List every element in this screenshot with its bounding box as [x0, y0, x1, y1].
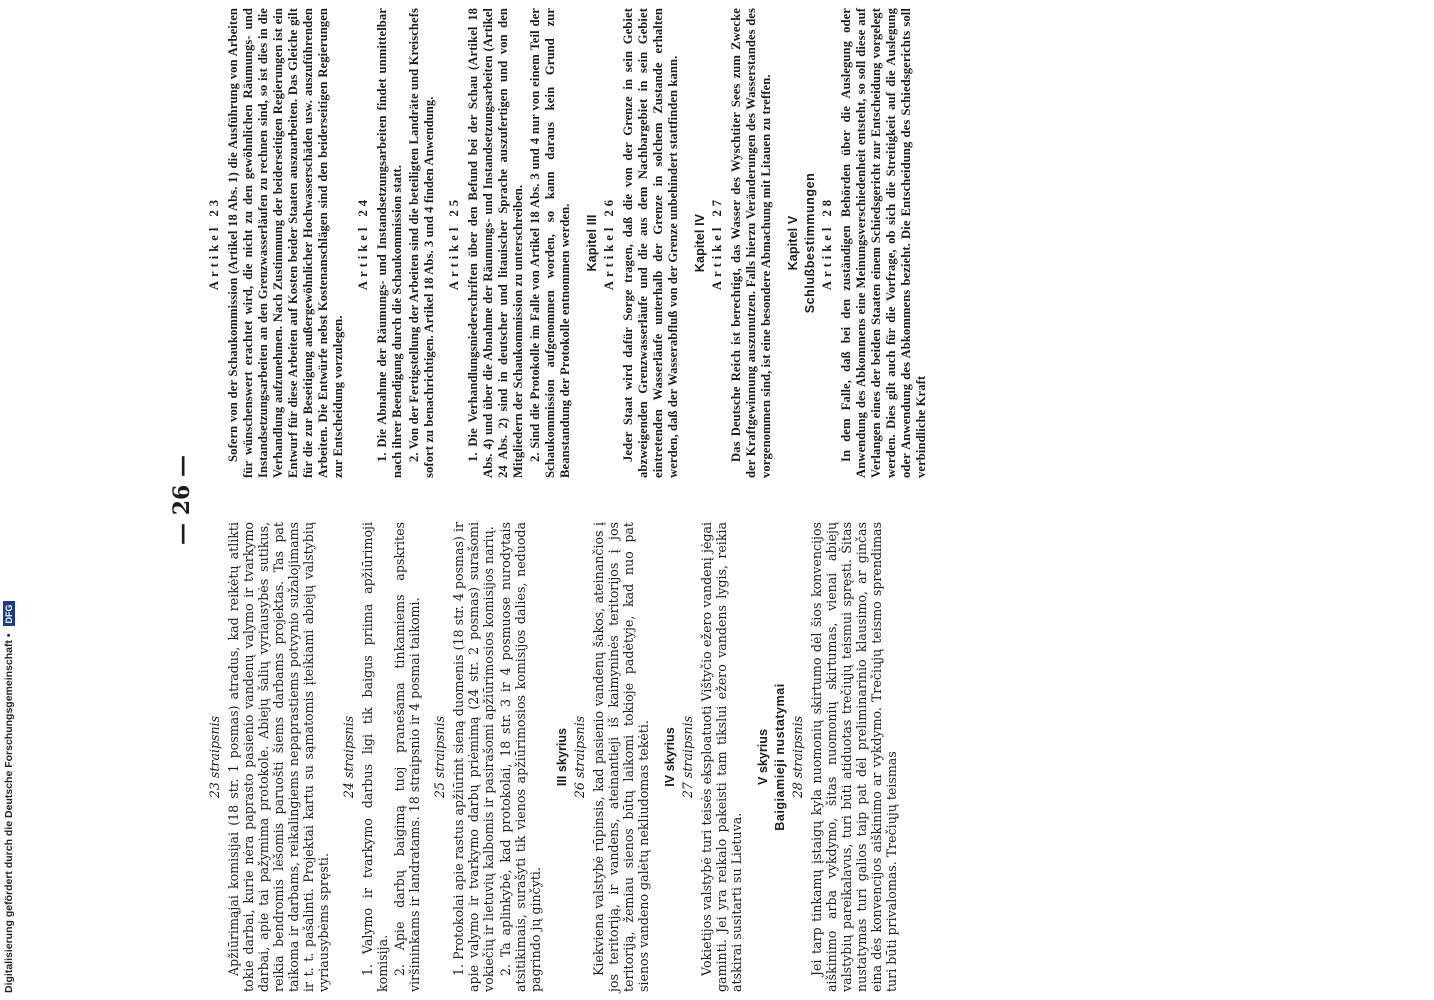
article-25-title-de: Artikel 25 [447, 195, 461, 291]
german-column [197, 8, 931, 478]
footer-credit-text: Digitalisierung gefördert durch die Deutsche Forschungsgemeinschaft • [3, 633, 15, 993]
article-28-title-lt: 28 straipsnis [790, 715, 805, 799]
page-number: — 26 — [169, 455, 195, 545]
article-27-text-lt: Vokietijos valstybė turi teisės eksploatuoti Vištyčio ežero vandenį jėgai gaminti. Jei yra reikalo pakeisti tam tikslui ežero vandens lygis, reikia atskirai susitarti su Lietuva. [699, 522, 744, 992]
chapter-5-title-lt: V skyrius [756, 729, 770, 786]
chapter-3-title-de: Kapitel III [585, 214, 599, 272]
article-24-para-1-lt: 1. Valymo ir tvarkymo darbus ligi tik baigus priima apžiūrimoji komisija. [360, 522, 390, 992]
chapter-3-title-lt: III skyrius [555, 727, 569, 787]
article-26-text-lt: Kiekviena valstybė rūpinsis, kad pasienio vandenų šakos, ateinančios į jos teritoriją, ir vandens, ateinantieji iš kaimyninės teritorijos į jos teritoriją, žemiau sienos būtų laikomi tokioje padėtyje, kad nuo pat sienos vandeno galėtų nekliudomas tekėti. [591, 522, 651, 992]
article-27-title-de: Artikel 27 [710, 195, 724, 291]
article-26-title-lt: 26 straipsnis [572, 715, 587, 799]
article-24-para-1-de: 1. Die Abnahme der Räumungs- und Instandsetzungsarbeiten findet unmittelbar nach ihrer Beendigung durch die Schaukommission statt. [375, 8, 404, 478]
article-25-para-2-de: 2. Sind die Protokolle im Falle von Artikel 18 Abs. 3 und 4 nur von einem Teil der Schaukommission aufgenommen worden, so kann daraus kein Grund zur Beanstandung der Protokolle entnommen werden. [528, 8, 572, 478]
digitization-footer [2, 0, 20, 1000]
page-content [167, 0, 1317, 1000]
article-25-para-1-de: 1. Die Verhandlungsniederschriften über den Befund bei der Schau (Artikel 18 Abs. 4) und über die Abnahme der Räumungs- und Instandsetzungsarbeiten (Artikel 24 Abs. 2) sind in deutscher und litauischer Sprache auszufertigen und von den Mitgliedern der Schaukommission zu unterschreiben. [466, 8, 525, 478]
article-24-para-2-de: 2. Von der Fertigstellung der Arbeiten sind die beteiligten Landräte und Kreischefs sofort zu benachrichtigen. Artikel 18 Abs. 3 und 4 finden Anwendung. [407, 8, 436, 478]
article-23-title-lt: 23 straipsnis [207, 715, 222, 799]
chapter-5-subtitle-lt: Baigiamieji nustatymai [773, 683, 787, 831]
article-26-text-de: Jeder Staat wird dafür Sorge tragen, daß die von der Grenze in sein Gebiet abzweigenden Grenzwasserläufe und die aus dem Nachbargebiet in sein Gebiet eintretenden Wasserläufe unterhalb der Grenze in solchem Zustande erhalten werden, daß der Wasserabfluß von der Grenze unbehindert stattfinden kann. [621, 8, 680, 478]
article-24-title-lt: 24 straipsnis [341, 715, 356, 799]
article-28-text-de: In dem Falle, daß bei den zuständigen Behörden über die Auslegung oder Anwendung des Abkommens eine Meinungsverschiedenheit entsteht, so soll diese auf Verlangen eines der beiden Staaten einem Schiedsgericht zur Entscheidung vorgelegt werden. Dies gilt auch für die Vorfrage, ob sich die Streitigkeit auf die Auslegung oder Anwendung des Abkommens bezieht. Die Entscheidung des Schiedsgerichts soll verbindliche Kraft [839, 8, 928, 478]
rotated-document-page [167, 0, 1317, 1000]
article-27-title-lt: 27 straipsnis [680, 715, 695, 799]
article-23-title-de: Artikel 23 [207, 195, 221, 291]
article-27-text-de: Das Deutsche Reich ist berechtigt, das Wasser des Wyschtiter Sees zum Zwecke der Kraftgewinnung auszunutzen. Falls hierzu Veränderungen des Wasserstandes des vorgenommen sind, ist eine besondere Abmachung mit Litauen zu treffen. [729, 8, 773, 478]
chapter-5-subtitle-de: Schlußbestimmungen [803, 172, 817, 314]
chapter-4-title-de: Kapitel IV [693, 213, 707, 273]
chapter-5-title-de: Kapitel V [786, 215, 800, 271]
article-28-text-lt: Jei tarp tinkamų įstaigų kyla nuomonių skirtumo dėl šios konvencijos aiškinimo arba vykdymo, šitas nuomonių skirtumas, vienai abiejų valstybių pareikalavus, turi būti atiduotas trečiųjų teismui spręsti. Šitas nustatymas turi galios taip pat dėl preliminarinio klausimo, ar ginčas eina dės konvencijos aiškinimo ar vykdymo. Trečiųjų teismo sprendimas turi būti privalomas. Trečiųjų teismas [809, 522, 899, 992]
article-23-text-lt: Apžiūrimąjai komisijai (18 str. 1 posmas) atradus, kad reikėtų atlikti tokie darbai, kurie nėra paprasto pasienio vandenų valymo ir tvarkymo darbai, apie tai pažymima protokole. Abiejų šalių vyriausybės sutikus, reikia bendromis lėšomis paruošti šiems darbams projektas. Tas pat taikoma ir darbams, reikalingiems nepaprastiems potvynio sužalojimams ir t. t. pašalinti. Projektai kartu su sąmatomis įteikiami abiejų valstybių vyriausybėms spręsti. [226, 522, 331, 992]
footer-text-row [3, 0, 19, 993]
article-25-para-1-lt: 1. Protokolai apie rastus apžiūrint sieną duomenis (18 str. 4 posmas) ir apie valymo ir tvarkymo darbų priėmimą (24 str. 2 posmas) surašomi vokiečių ir lietuvių kalbomis ir pasirašomi apžiūrimosios komisijos narių. [451, 522, 496, 992]
article-25-title-lt: 25 straipsnis [432, 715, 447, 799]
article-26-title-de: Artikel 26 [602, 195, 616, 291]
article-24-title-de: Artikel 24 [356, 195, 370, 291]
lithuanian-column [197, 522, 901, 992]
chapter-4-title-lt: IV skyrius [663, 727, 677, 787]
article-24-para-2-lt: 2. Apie darbų baigimą tuoj pranešama tinkamiems apskrites viršininkams ir landratams. 18 straipsnio ir 4 posmai taikomi. [392, 522, 422, 992]
article-25-para-2-lt: 2. Ta aplinkybė, kad protokolai, 18 str. 3 ir 4 posmuose nurodytais atsitikimais, surašyti tik vienos apžiūrimosios komisijos dalies, neduoda pagrindo jų ginčyti. [498, 522, 543, 992]
article-28-title-de: Artikel 28 [820, 195, 834, 291]
dfg-logo: DFG [3, 602, 15, 627]
article-23-text-de: Sofern von der Schaukommission (Artikel 18 Abs. 1) die Ausführung von Arbeiten für wünschenswert erachtet wird, die nicht zu den gewöhnlichen Räumungs- und Instandsetzungsarbeiten an den Grenzwasserläufen zu rechnen sind, so ist dies in die Verhandlung aufzunehmen. Nach Zustimmung der beiderseitigen Regierungen ist ein Entwurf für diese Arbeiten auf Kosten beider Staaten auszuarbeiten. Das Gleiche gilt für die zur Beseitigung außergewöhnlicher Hochwasserschäden usw. auszuführenden Arbeiten. Die Entwürfe nebst Kostenanschlägen sind den beiderseitigen Regierungen zur Entscheidung vorzulegen. [226, 8, 345, 478]
